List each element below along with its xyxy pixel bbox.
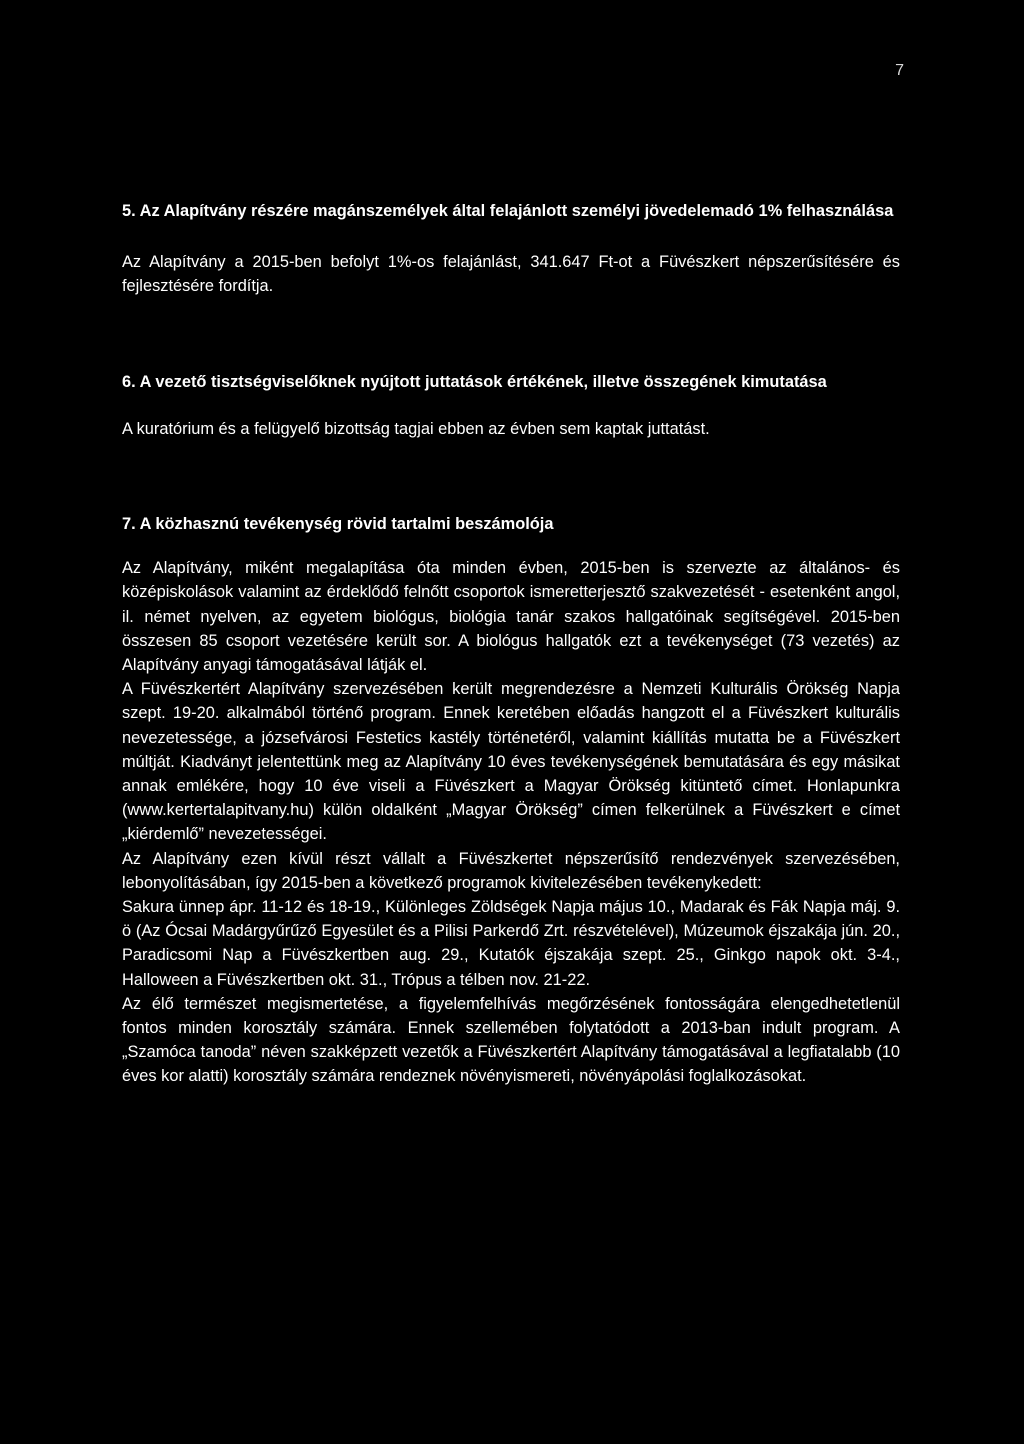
section-5-body: Az Alapítvány a 2015-ben befolyt 1%-os felajánlást, 341.647 Ft-ot a Füvészkert népszerűsítésére és fejlesztésére fordítja. xyxy=(122,253,900,296)
document-body xyxy=(122,199,900,1089)
section-7-heading: 7. A közhasznú tevékenység rövid tartalmi beszámolója xyxy=(122,515,554,534)
page-number: 7 xyxy=(895,62,904,79)
section-7-paragraph: Az Alapítvány ezen kívül részt vállalt a Füvészkertet népszerűsítő rendezvények szervezésében, lebonyolításában, így 2015-ben a következő programok kivitelezésében tevékenykedett: xyxy=(122,849,900,892)
section-6-body: A kuratórium és a felügyelő bizottság tagjai ebben az évben sem kaptak juttatást. xyxy=(122,419,710,438)
section-7-paragraph: Az élő természet megismertetése, a figyelemfelhívás megőrzésének fontosságára elengedhetetlenül fontos minden korosztály számára. Ennek szellemében folytatódott a 2013-ban indult program. A „Szamóca tanoda” néven szakképzett vezetők a Füvészkertért Alapítvány támogatásával a legfiatalabb (10 éves kor alatti) korosztály számára rendeznek növényismereti, növényápolási foglalkozásokat. xyxy=(122,994,900,1086)
section-7-paragraph: Sakura ünnep ápr. 11-12 és 18-19., Különleges Zöldségek Napja május 10., Madarak és Fák Napja máj. 9. ö (Az Ócsai Madárgyűrűző Egyesület és a Pilisi Parkerdő Zrt. részvételével), Múzeumok éjszakája jún. 20., Paradicsomi Nap a Füvészkertben aug. 29., Kutatók éjszakája szept. 25., Ginkgo napok okt. 3-4., Halloween a Füvészkertben okt. 31., Trópus a télben nov. 21-22. xyxy=(122,898,900,989)
section-5-heading: 5. Az Alapítvány részére magánszemélyek által felajánlott személyi jövedelemadó 1% felhasználása xyxy=(122,202,894,220)
section-7-paragraph: A Füvészkertért Alapítvány szervezésében került megrendezésre a Nemzeti Kulturális Örökség Napja szept. 19-20. alkalmából történő program. Ennek keretében előadás hangzott el a Füvészkert kulturális nevezetessége, a józsefvárosi Festetics kastély történetéről, valamint kiállítás mutatta be a Füvészkert múltját. Kiadványt jelentettünk meg az Alapítvány 10 éves tevékenységének bemutatására és egy másikat annak emlékére, hogy 10 éve viseli a Füvészkert a Magyar Örökség kitüntető címet. Honlapunkra (www.kertertalapitvany.hu) külön oldalként „Magyar Örökség” címen felkerülnek a Füvészkert e címet „kiérdemlő” nevezetességei. xyxy=(122,680,900,844)
section-7-paragraph: Az Alapítvány, miként megalapítása óta minden évben, 2015-ben is szervezte az általános- és középiskolások valamint az érdeklődő felnőtt csoportok ismeretterjesztő szakvezetését - esetenként angol, il. német nyelven, az egyetem biológus, biológia tanár szakos hallgatóinak segítségével. 2015-ben összesen 85 csoport vezetésére került sor. A biológus hallgatók ezt a tevékenységet (73 vezetés) az Alapítvány anyagi támogatásával látják el. xyxy=(122,559,900,675)
section-6-heading: 6. A vezető tisztségviselőknek nyújtott juttatások értékének, illetve összegének kimutatása xyxy=(122,372,827,391)
